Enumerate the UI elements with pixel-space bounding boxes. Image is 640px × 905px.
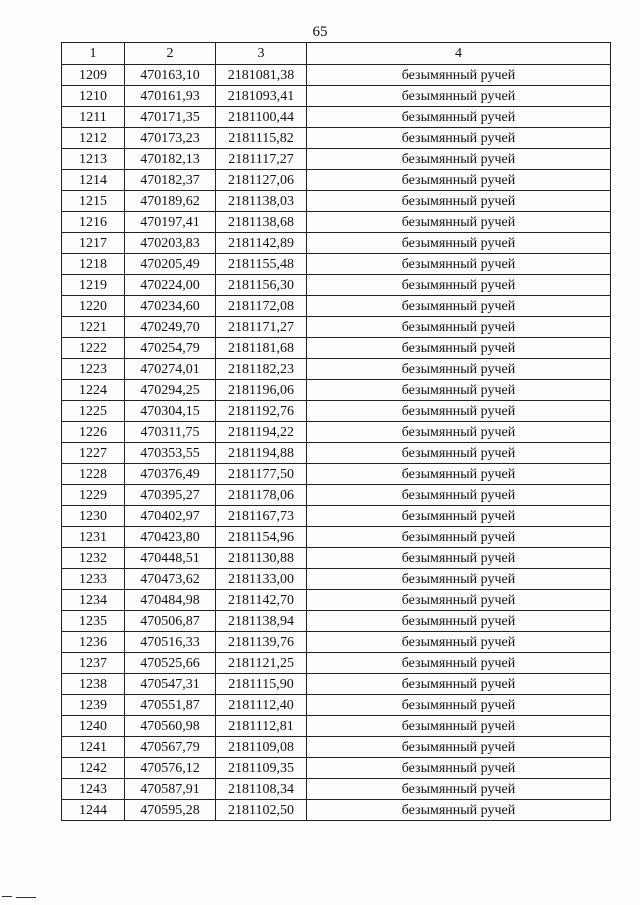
table-row — [62, 800, 611, 821]
point-number-cell: 1212 — [62, 128, 125, 149]
x-coordinate-cell: 470516,33 — [125, 632, 216, 653]
y-coordinate-cell: 2181112,40 — [216, 695, 307, 716]
point-number-cell: 1234 — [62, 590, 125, 611]
description-cell: безымянный ручей — [307, 716, 611, 737]
point-number-cell: 1228 — [62, 464, 125, 485]
y-coordinate-cell: 2181133,00 — [216, 569, 307, 590]
description-cell: безымянный ручей — [307, 590, 611, 611]
scan-artifact — [16, 897, 36, 898]
x-coordinate-cell: 470376,49 — [125, 464, 216, 485]
table-row — [62, 758, 611, 779]
point-number-cell: 1242 — [62, 758, 125, 779]
x-coordinate-cell: 470587,91 — [125, 779, 216, 800]
x-coordinate-cell: 470182,37 — [125, 170, 216, 191]
x-coordinate-cell: 470197,41 — [125, 212, 216, 233]
y-coordinate-cell: 2181130,88 — [216, 548, 307, 569]
y-coordinate-cell: 2181194,22 — [216, 422, 307, 443]
point-number-cell: 1225 — [62, 401, 125, 422]
y-coordinate-cell: 2181177,50 — [216, 464, 307, 485]
table-row — [62, 401, 611, 422]
table-row — [62, 611, 611, 632]
table-row — [62, 737, 611, 758]
point-number-cell: 1224 — [62, 380, 125, 401]
point-number-cell: 1227 — [62, 443, 125, 464]
table-row — [62, 254, 611, 275]
point-number-cell: 1218 — [62, 254, 125, 275]
description-cell: безымянный ручей — [307, 632, 611, 653]
description-cell: безымянный ручей — [307, 443, 611, 464]
point-number-cell: 1213 — [62, 149, 125, 170]
description-cell: безымянный ручей — [307, 233, 611, 254]
table-row — [62, 569, 611, 590]
table-row — [62, 149, 611, 170]
description-cell: безымянный ручей — [307, 149, 611, 170]
table-row — [62, 485, 611, 506]
description-cell: безымянный ручей — [307, 296, 611, 317]
description-cell: безымянный ручей — [307, 275, 611, 296]
x-coordinate-cell: 470506,87 — [125, 611, 216, 632]
table-row — [62, 359, 611, 380]
point-number-cell: 1232 — [62, 548, 125, 569]
description-cell: безымянный ручей — [307, 548, 611, 569]
description-cell: безымянный ручей — [307, 170, 611, 191]
x-coordinate-cell: 470182,13 — [125, 149, 216, 170]
description-cell: безымянный ручей — [307, 674, 611, 695]
y-coordinate-cell: 2181167,73 — [216, 506, 307, 527]
y-coordinate-cell: 2181181,68 — [216, 338, 307, 359]
description-cell: безымянный ручей — [307, 107, 611, 128]
description-cell: безымянный ручей — [307, 254, 611, 275]
point-number-cell: 1209 — [62, 65, 125, 86]
table-row — [62, 632, 611, 653]
description-cell: безымянный ручей — [307, 800, 611, 821]
x-coordinate-cell: 470161,93 — [125, 86, 216, 107]
point-number-cell: 1222 — [62, 338, 125, 359]
point-number-cell: 1237 — [62, 653, 125, 674]
coordinates-table — [61, 42, 611, 821]
table-header — [62, 43, 611, 65]
point-number-cell: 1241 — [62, 737, 125, 758]
table-row — [62, 296, 611, 317]
x-coordinate-cell: 470448,51 — [125, 548, 216, 569]
description-cell: безымянный ручей — [307, 758, 611, 779]
table-row — [62, 527, 611, 548]
x-coordinate-cell: 470294,25 — [125, 380, 216, 401]
y-coordinate-cell: 2181117,27 — [216, 149, 307, 170]
table-row — [62, 212, 611, 233]
x-coordinate-cell: 470254,79 — [125, 338, 216, 359]
x-coordinate-cell: 470473,62 — [125, 569, 216, 590]
point-number-cell: 1229 — [62, 485, 125, 506]
table-row — [62, 716, 611, 737]
table-row — [62, 674, 611, 695]
y-coordinate-cell: 2181182,23 — [216, 359, 307, 380]
point-number-cell: 1239 — [62, 695, 125, 716]
y-coordinate-cell: 2181138,94 — [216, 611, 307, 632]
header-col-3: 3 — [216, 43, 307, 65]
x-coordinate-cell: 470402,97 — [125, 506, 216, 527]
y-coordinate-cell: 2181156,30 — [216, 275, 307, 296]
y-coordinate-cell: 2181172,08 — [216, 296, 307, 317]
x-coordinate-cell: 470234,60 — [125, 296, 216, 317]
description-cell: безымянный ручей — [307, 611, 611, 632]
y-coordinate-cell: 2181100,44 — [216, 107, 307, 128]
table-row — [62, 506, 611, 527]
x-coordinate-cell: 470484,98 — [125, 590, 216, 611]
header-col-4: 4 — [307, 43, 611, 65]
point-number-cell: 1243 — [62, 779, 125, 800]
x-coordinate-cell: 470189,62 — [125, 191, 216, 212]
table-row — [62, 653, 611, 674]
point-number-cell: 1215 — [62, 191, 125, 212]
description-cell: безымянный ручей — [307, 317, 611, 338]
point-number-cell: 1214 — [62, 170, 125, 191]
x-coordinate-cell: 470423,80 — [125, 527, 216, 548]
x-coordinate-cell: 470205,49 — [125, 254, 216, 275]
x-coordinate-cell: 470224,00 — [125, 275, 216, 296]
x-coordinate-cell: 470525,66 — [125, 653, 216, 674]
table-row — [62, 107, 611, 128]
table-row — [62, 170, 611, 191]
table-row — [62, 779, 611, 800]
point-number-cell: 1210 — [62, 86, 125, 107]
table-row — [62, 443, 611, 464]
point-number-cell: 1219 — [62, 275, 125, 296]
x-coordinate-cell: 470576,12 — [125, 758, 216, 779]
table-row — [62, 422, 611, 443]
point-number-cell: 1211 — [62, 107, 125, 128]
point-number-cell: 1216 — [62, 212, 125, 233]
point-number-cell: 1231 — [62, 527, 125, 548]
table-row — [62, 128, 611, 149]
point-number-cell: 1230 — [62, 506, 125, 527]
header-col-1: 1 — [62, 43, 125, 65]
y-coordinate-cell: 2181142,70 — [216, 590, 307, 611]
description-cell: безымянный ручей — [307, 527, 611, 548]
x-coordinate-cell: 470173,23 — [125, 128, 216, 149]
y-coordinate-cell: 2181127,06 — [216, 170, 307, 191]
y-coordinate-cell: 2181138,68 — [216, 212, 307, 233]
x-coordinate-cell: 470249,70 — [125, 317, 216, 338]
point-number-cell: 1238 — [62, 674, 125, 695]
y-coordinate-cell: 2181139,76 — [216, 632, 307, 653]
y-coordinate-cell: 2181121,25 — [216, 653, 307, 674]
x-coordinate-cell: 470595,28 — [125, 800, 216, 821]
y-coordinate-cell: 2181155,48 — [216, 254, 307, 275]
table-row — [62, 380, 611, 401]
y-coordinate-cell: 2181196,06 — [216, 380, 307, 401]
y-coordinate-cell: 2181081,38 — [216, 65, 307, 86]
x-coordinate-cell: 470395,27 — [125, 485, 216, 506]
y-coordinate-cell: 2181154,96 — [216, 527, 307, 548]
point-number-cell: 1233 — [62, 569, 125, 590]
point-number-cell: 1226 — [62, 422, 125, 443]
x-coordinate-cell: 470304,15 — [125, 401, 216, 422]
page-number: 65 — [312, 24, 328, 40]
table-row — [62, 191, 611, 212]
x-coordinate-cell: 470547,31 — [125, 674, 216, 695]
description-cell: безымянный ручей — [307, 212, 611, 233]
y-coordinate-cell: 2181192,76 — [216, 401, 307, 422]
header-row — [62, 43, 611, 65]
header-col-2: 2 — [125, 43, 216, 65]
table-body — [62, 65, 611, 821]
y-coordinate-cell: 2181178,06 — [216, 485, 307, 506]
y-coordinate-cell: 2181108,34 — [216, 779, 307, 800]
description-cell: безымянный ручей — [307, 464, 611, 485]
x-coordinate-cell: 470311,75 — [125, 422, 216, 443]
description-cell: безымянный ручей — [307, 779, 611, 800]
y-coordinate-cell: 2181109,35 — [216, 758, 307, 779]
x-coordinate-cell: 470551,87 — [125, 695, 216, 716]
point-number-cell: 1221 — [62, 317, 125, 338]
y-coordinate-cell: 2181138,03 — [216, 191, 307, 212]
y-coordinate-cell: 2181142,89 — [216, 233, 307, 254]
x-coordinate-cell: 470203,83 — [125, 233, 216, 254]
point-number-cell: 1240 — [62, 716, 125, 737]
y-coordinate-cell: 2181115,90 — [216, 674, 307, 695]
description-cell: безымянный ручей — [307, 653, 611, 674]
point-number-cell: 1235 — [62, 611, 125, 632]
table-row — [62, 695, 611, 716]
x-coordinate-cell: 470163,10 — [125, 65, 216, 86]
y-coordinate-cell: 2181109,08 — [216, 737, 307, 758]
description-cell: безымянный ручей — [307, 506, 611, 527]
y-coordinate-cell: 2181093,41 — [216, 86, 307, 107]
table-row — [62, 275, 611, 296]
table-row — [62, 338, 611, 359]
point-number-cell: 1220 — [62, 296, 125, 317]
point-number-cell: 1244 — [62, 800, 125, 821]
y-coordinate-cell: 2181171,27 — [216, 317, 307, 338]
description-cell: безымянный ручей — [307, 737, 611, 758]
scan-artifact — [2, 896, 12, 897]
description-cell: безымянный ручей — [307, 380, 611, 401]
table-row — [62, 464, 611, 485]
y-coordinate-cell: 2181115,82 — [216, 128, 307, 149]
description-cell: безымянный ручей — [307, 338, 611, 359]
description-cell: безымянный ручей — [307, 86, 611, 107]
x-coordinate-cell: 470353,55 — [125, 443, 216, 464]
x-coordinate-cell: 470567,79 — [125, 737, 216, 758]
y-coordinate-cell: 2181102,50 — [216, 800, 307, 821]
description-cell: безымянный ручей — [307, 359, 611, 380]
description-cell: безымянный ручей — [307, 401, 611, 422]
table-row — [62, 590, 611, 611]
description-cell: безымянный ручей — [307, 485, 611, 506]
description-cell: безымянный ручей — [307, 128, 611, 149]
point-number-cell: 1236 — [62, 632, 125, 653]
table-row — [62, 233, 611, 254]
table-row — [62, 86, 611, 107]
table-row — [62, 548, 611, 569]
x-coordinate-cell: 470560,98 — [125, 716, 216, 737]
description-cell: безымянный ручей — [307, 191, 611, 212]
description-cell: безымянный ручей — [307, 695, 611, 716]
table-row — [62, 317, 611, 338]
point-number-cell: 1217 — [62, 233, 125, 254]
x-coordinate-cell: 470274,01 — [125, 359, 216, 380]
point-number-cell: 1223 — [62, 359, 125, 380]
y-coordinate-cell: 2181194,88 — [216, 443, 307, 464]
description-cell: безымянный ручей — [307, 65, 611, 86]
x-coordinate-cell: 470171,35 — [125, 107, 216, 128]
y-coordinate-cell: 2181112,81 — [216, 716, 307, 737]
description-cell: безымянный ручей — [307, 569, 611, 590]
table-row — [62, 65, 611, 86]
description-cell: безымянный ручей — [307, 422, 611, 443]
